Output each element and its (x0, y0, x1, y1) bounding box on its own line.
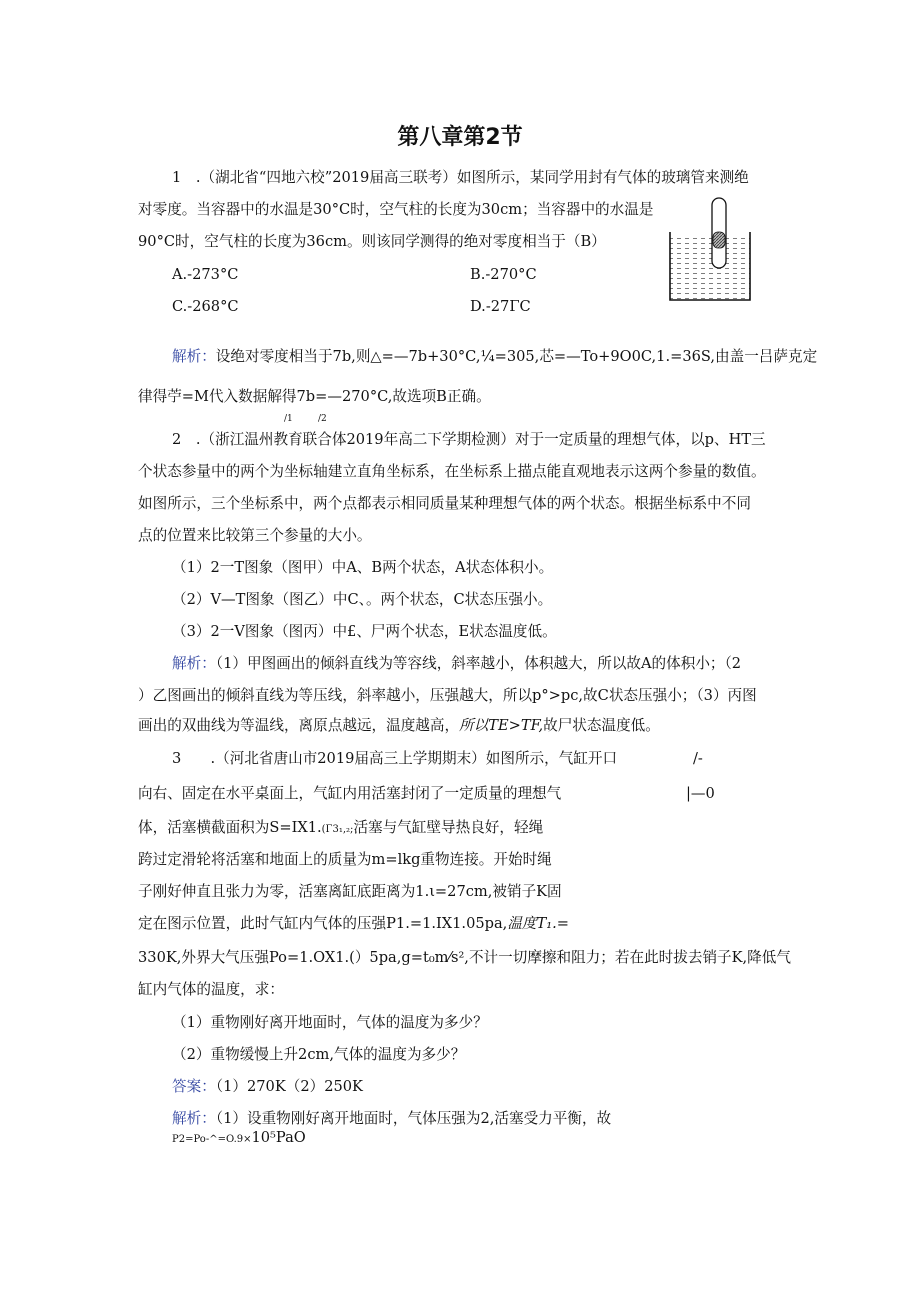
page-title: 第八章第2节 (397, 125, 523, 150)
q3-analysis-text: （1）设重物刚好离开地面时，气体压强为2,活塞受力平衡，故 (215, 1110, 612, 1127)
q1-line2: 对零度。当容器中的水温是30°C时，空气柱的长度为30cm；当容器中的水温是 (138, 201, 654, 218)
q2-analysis (172, 654, 741, 674)
q2-item2: （2）V—T图象（图乙）中C、。两个状态，C状态压强小。 (172, 591, 553, 608)
q1-analysis (172, 347, 817, 367)
q3-formula (172, 1128, 306, 1150)
q3-line6 (138, 914, 569, 934)
q2-analysis-line3a: 画出的双曲线为等温线，离原点越远，温度越高， (138, 717, 460, 734)
q1-option-a: A.-273°C (172, 266, 239, 283)
q1-line1: 1 .（湖北省“四地六校”2019届高三联考）如图所示，某同学用封有气体的玻璃管来测绝 (172, 169, 749, 186)
q3-line6b: 温度T₁.= (507, 915, 569, 932)
q3-line1: 3 .（河北省唐山市2019届高三上学期期末）如图所示，气缸开口 (172, 750, 618, 767)
q3-line3 (138, 818, 543, 840)
q1-option-b: B.-270°C (470, 266, 537, 283)
q3-item1: （1）重物刚好离开地面时，气体的温度为多少？ (172, 1014, 488, 1031)
q3-line7: 330K,外界大气压强Po=1.OX1.(）5pa,g=t₀m⁄s²,不计一切摩擦和阻力；若在此时拔去销子K,降低气 (138, 949, 791, 966)
q3-line4: 跨过定滑轮将活塞和地面上的质量为m=lkg重物连接。开始时绳 (138, 851, 552, 868)
q3-answer (172, 1077, 363, 1097)
q3-line2: 向右、固定在水平桌面上，气缸内用活塞封闭了一定质量的理想气 (138, 785, 562, 802)
q3-formula-a: P2=Po-^=O.9× (172, 1134, 252, 1145)
q2-analysis-line3 (138, 716, 660, 736)
q2-item1: （1）2一T图象（图甲）中A、B两个状态，A状态体积小。 (172, 559, 554, 576)
q2-line4: 点的位置来比较第三个参量的大小。 (138, 527, 372, 544)
q3-figure-mark2: |—0 (686, 785, 715, 802)
q2-line3: 如图所示，三个坐标系中，两个点都表示相同质量某种理想气体的两个状态。根据坐标系中不同 (138, 495, 751, 512)
q2-item3: （3）2一V图象（图丙）中£、尸两个状态，E状态温度低。 (172, 623, 557, 640)
q2-line2: 个状态参量中的两个为坐标轴建立直角坐标系，在坐标系上描点能直观地表示这两个参量的数值。 (138, 463, 766, 480)
q1-analysis-label: 解析： (172, 348, 216, 365)
q3-line8: 缸内气体的温度，求： (138, 981, 284, 998)
q1-analysis-text: 设绝对零度相当于7b,则△=—7b+30°C,¼=305,芯=—To+9O0C,1.=36S,由盖一吕萨克定 (215, 348, 818, 365)
mercury-column (713, 232, 725, 248)
q2-analysis-line2: ）乙图画出的倾斜直线为等压线，斜率越小，压强越大，所以p°>pc,故C状态压强小；（3）丙图 (138, 687, 757, 704)
q3-formula-b: 10⁵PaO (251, 1129, 306, 1146)
q3-line6a: 定在图示位置，此时气缸内气体的压强P1.=1.IX1.05pa, (138, 915, 508, 932)
q1-option-c: C.-268°C (172, 298, 239, 315)
q1-analysis-line2: 律得苧=M代入数据解得7b=—270°C,故选项B正确。 (138, 388, 491, 405)
q3-analysis-label: 解析： (172, 1110, 216, 1127)
q3-figure-mark1: /- (693, 750, 703, 767)
q2-analysis-line3b: 所以TE>TF, (459, 717, 544, 734)
q3-item2: （2）重物缓慢上升2cm,气体的温度为多少？ (172, 1046, 466, 1063)
q2-analysis-text: （1）甲图画出的倾斜直线为等容线，斜率越小，体积越大，所以故A的体积小；（2 (215, 655, 742, 672)
q2-analysis-label: 解析： (172, 655, 216, 672)
q1-subscript-2: /2 (318, 414, 327, 424)
q2-analysis-line3c: 故尸状态温度低。 (543, 717, 660, 734)
q3-line5: 子刚好伸直且张力为零，活塞离缸底距离为1.ι=27cm,被销子K固 (138, 883, 562, 900)
q2-line1: 2 .（浙江温州教育联合体2019年高二下学期检测）对于一定质量的理想气体，以p、HT三 (172, 431, 766, 448)
q3-analysis (172, 1109, 611, 1129)
q1-line3: 90°C时，空气柱的长度为36cm。则该同学测得的绝对零度相当于（B） (138, 233, 606, 250)
q1-subscript-1: /1 (284, 414, 293, 424)
q1-option-d: D.-27ΓC (470, 298, 531, 315)
q3-answer-text: （1）270K（2）250K (215, 1078, 363, 1095)
q3-line3c: 活塞与气缸壁导热良好，轻绳 (353, 819, 544, 836)
q3-answer-label: 答案： (172, 1078, 216, 1095)
q1-container-figure (668, 196, 752, 304)
q3-line3b: (Γ3₁,₂; (321, 824, 354, 835)
water (670, 238, 750, 300)
q3-line3a: 体，活塞横截面积为S=IX1. (138, 819, 322, 836)
